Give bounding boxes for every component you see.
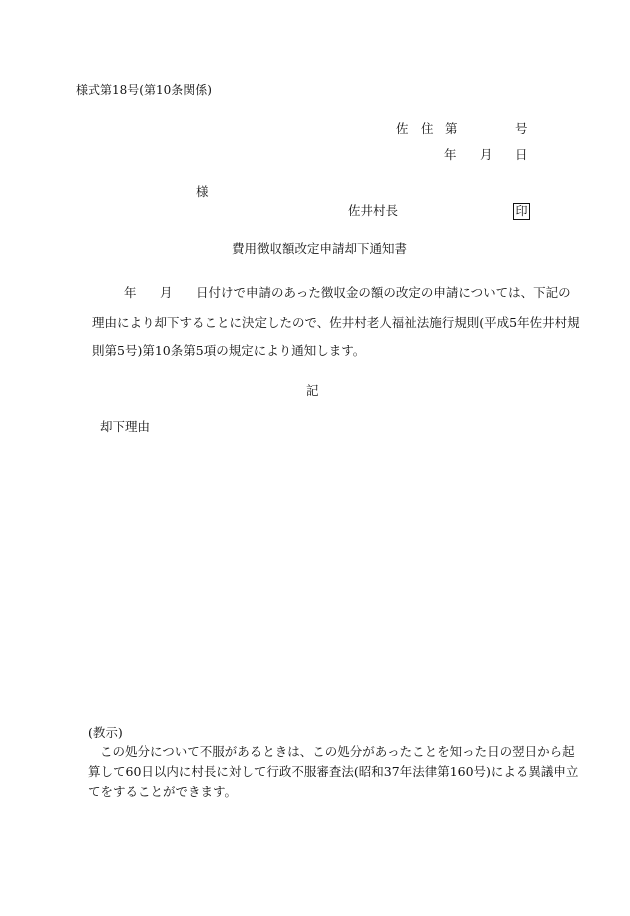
form-label: 様式第18号(第10条関係) <box>76 83 212 97</box>
notice-heading: (教示) <box>88 725 123 740</box>
body-line-1: 日付けで申請のあった徴収金の額の改定の申請については、下記の <box>196 285 571 300</box>
body-date-month: 月 <box>160 285 173 300</box>
seal-box: 印 <box>513 203 530 220</box>
notice-line-1: この処分について不服があるときは、この処分があったことを知った日の翌日から起 <box>100 744 575 759</box>
body-date-year: 年 <box>124 285 137 300</box>
body-line-2: 理由により却下することに決定したので、佐井村老人福祉法施行規則(平成5年佐井村規 <box>92 315 580 330</box>
document-number-go: 号 <box>515 121 528 136</box>
document-date-year: 年 <box>444 147 457 162</box>
document-title: 費用徴収額改定申請却下通知書 <box>232 241 408 256</box>
issuer-title: 佐井村長 <box>348 203 399 218</box>
document-number-prefix: 佐 住 <box>396 121 434 136</box>
document-number-dai: 第 <box>445 121 458 136</box>
body-line-3: 則第5号)第10条第5項の規定により通知します。 <box>92 343 366 358</box>
addressee-honorific: 様 <box>196 184 209 199</box>
ki-heading: 記 <box>306 383 319 398</box>
rejection-reason-label: 却下理由 <box>100 419 151 434</box>
document-date-month: 月 <box>480 147 493 162</box>
document-date-day: 日 <box>515 147 528 162</box>
notice-line-3: てをすることができます。 <box>88 784 238 799</box>
notice-line-2: 算して60日以内に村長に対して行政不服審査法(昭和37年法律第160号)による異議申立 <box>88 764 579 779</box>
